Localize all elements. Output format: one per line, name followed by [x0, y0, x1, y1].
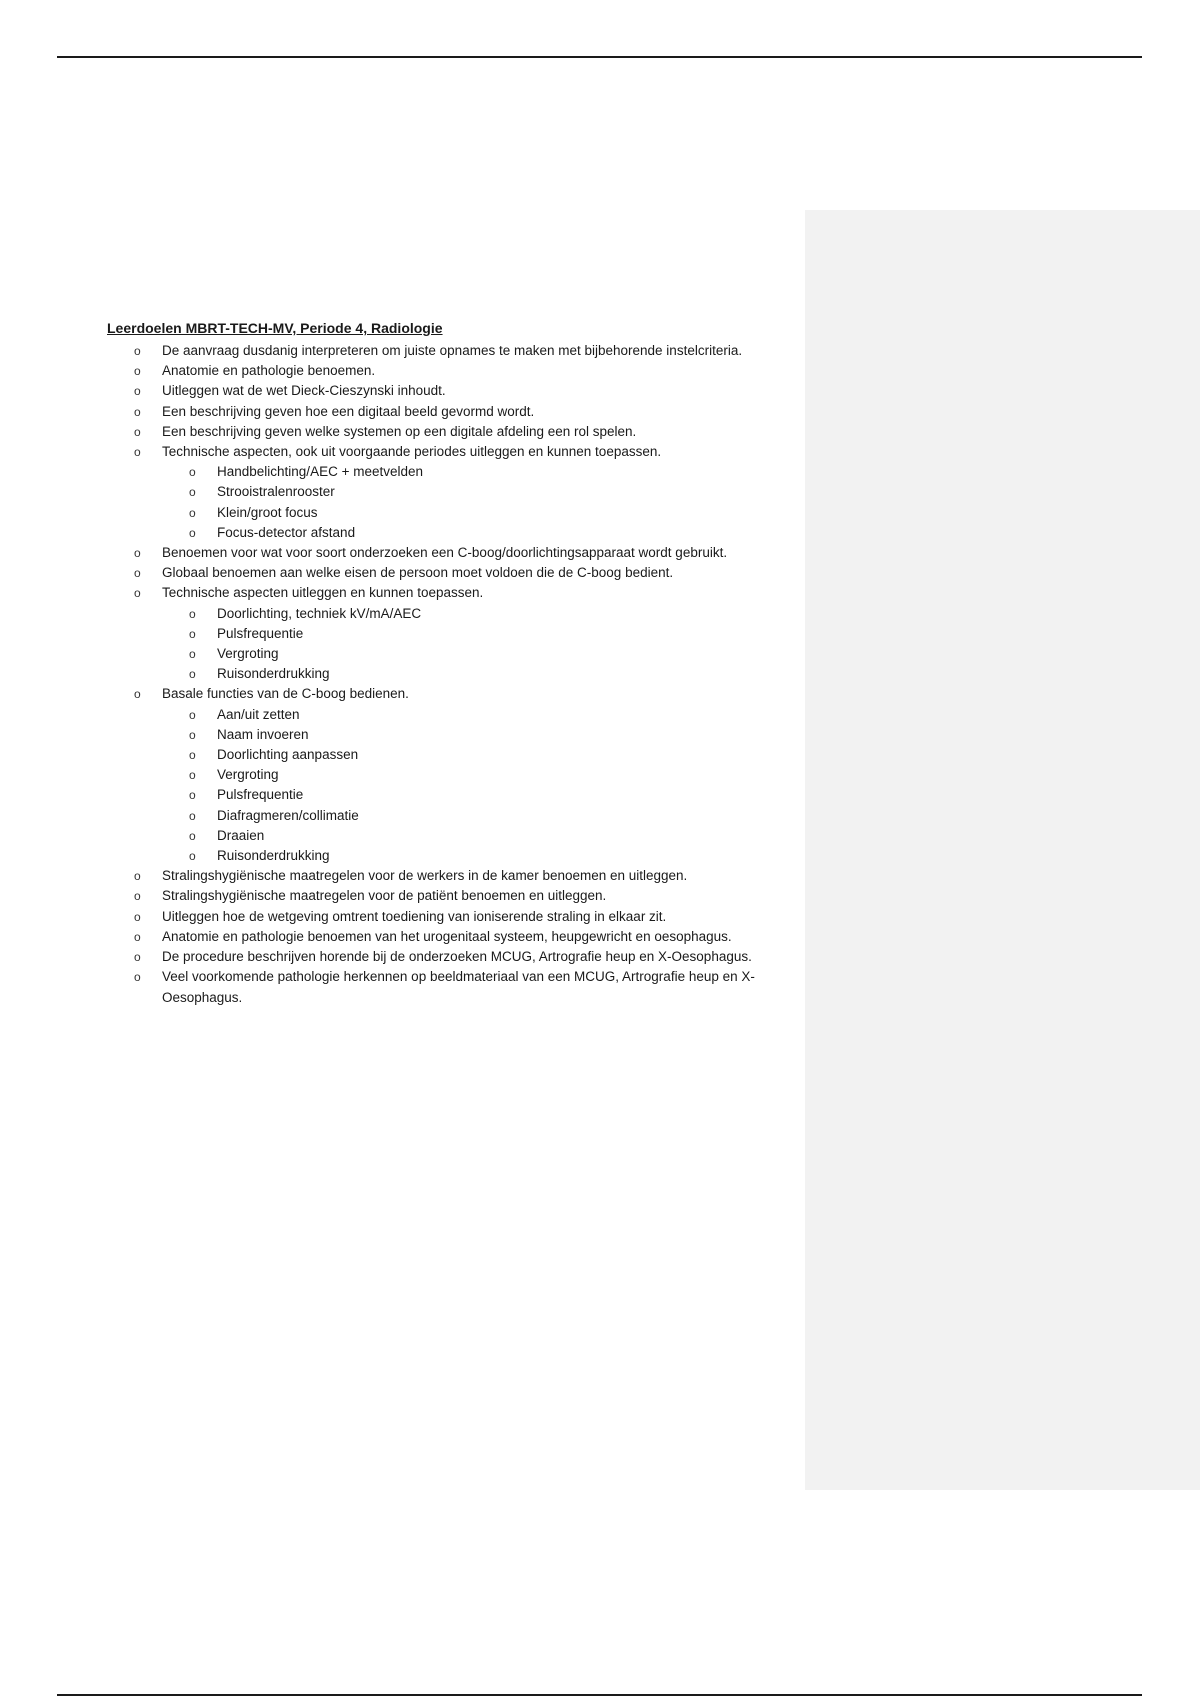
- goal-text: De procedure beschrijven horende bij de onderzoeken MCUG, Artrografie heup en X-Oesophagus.: [162, 949, 752, 965]
- goal-text: Stralingshygiënische maatregelen voor de patiënt benoemen en uitleggen.: [162, 888, 607, 904]
- sub-goal-text: Aan/uit zetten: [217, 706, 300, 722]
- sub-goal-item: [162, 604, 777, 624]
- goal-text: Technische aspecten uitleggen en kunnen toepassen.: [162, 585, 484, 601]
- sub-goal-item: [162, 503, 777, 523]
- circle-bullet-icon: o: [189, 505, 196, 520]
- sub-list-container: [107, 462, 777, 543]
- goal-item: [107, 402, 777, 422]
- sub-goal-item: [162, 846, 777, 866]
- goal-item: [107, 381, 777, 401]
- circle-bullet-icon: o: [134, 344, 141, 358]
- circle-bullet-icon: o: [189, 828, 196, 843]
- goal-text: Stralingshygiënische maatregelen voor de werkers in de kamer benoemen en uitleggen.: [162, 868, 688, 884]
- sub-goal-item: [162, 462, 777, 482]
- circle-bullet-icon: o: [189, 647, 196, 662]
- circle-bullet-icon: o: [134, 909, 141, 924]
- goal-text: Anatomie en pathologie benoemen van het urogenitaal systeem, heupgewricht en oesophagus.: [162, 928, 732, 944]
- goal-item: [107, 422, 777, 442]
- circle-bullet-icon: o: [189, 465, 196, 480]
- goal-item: [107, 341, 777, 361]
- sub-goal-text: Doorlichting aanpassen: [217, 747, 359, 763]
- sub-goal-item: [162, 705, 777, 725]
- goal-text: Technische aspecten, ook uit voorgaande periodes uitleggen en kunnen toepassen.: [162, 444, 662, 460]
- sub-goal-item: [162, 482, 777, 502]
- circle-bullet-icon: o: [134, 970, 141, 985]
- circle-bullet-icon: o: [134, 566, 141, 581]
- goal-item: [107, 927, 777, 947]
- sub-goal-text: Vergroting: [217, 767, 279, 783]
- sub-goal-item: [162, 806, 777, 826]
- circle-bullet-icon: o: [189, 849, 196, 864]
- circle-bullet-icon: o: [134, 424, 141, 439]
- goal-item: [107, 907, 777, 927]
- circle-bullet-icon: o: [189, 485, 196, 500]
- goal-item: [107, 684, 777, 704]
- goal-item: [107, 947, 777, 967]
- sub-goal-text: Doorlichting, techniek kV/mA/AEC: [217, 605, 422, 621]
- sub-goal-item: [162, 745, 777, 765]
- circle-bullet-icon: o: [134, 889, 141, 904]
- circle-bullet-icon: o: [189, 748, 196, 763]
- goal-item: [107, 442, 777, 462]
- goal-item: [107, 361, 777, 381]
- circle-bullet-icon: o: [189, 788, 196, 803]
- sub-goal-text: Vergroting: [217, 646, 279, 662]
- circle-bullet-icon: o: [189, 727, 196, 742]
- goal-text: Uitleggen wat de wet Dieck-Cieszynski inhoudt.: [162, 383, 446, 399]
- sub-goal-item: [162, 664, 777, 684]
- circle-bullet-icon: o: [189, 606, 196, 621]
- sub-goal-item: [162, 765, 777, 785]
- circle-bullet-icon: o: [189, 808, 196, 823]
- sub-goal-text: Naam invoeren: [217, 726, 309, 742]
- circle-bullet-icon: o: [134, 869, 141, 884]
- document-body: [107, 318, 777, 1008]
- sub-goal-text: Handbelichting/AEC + meetvelden: [217, 464, 424, 480]
- circle-bullet-icon: o: [134, 404, 141, 419]
- sub-goal-text: Ruisonderdrukking: [217, 666, 330, 682]
- sub-goal-text: Diafragmeren/collimatie: [217, 807, 359, 823]
- header-rule: [57, 56, 1142, 58]
- circle-bullet-icon: o: [189, 525, 196, 540]
- goal-text: Globaal benoemen aan welke eisen de persoon moet voldoen die de C-boog bedient.: [162, 565, 674, 581]
- goal-item: [107, 543, 777, 563]
- footer-rule: [57, 1694, 1142, 1696]
- sub-goal-item: [162, 785, 777, 805]
- sub-goal-text: Strooistralenrooster: [217, 484, 335, 500]
- sub-goal-item: [162, 644, 777, 664]
- sub-goals-list: [162, 604, 777, 685]
- goal-item: [107, 583, 777, 603]
- goal-text: Benoemen voor wat voor soort onderzoeken een C-boog/doorlichtingsapparaat wordt gebruikt.: [162, 545, 728, 561]
- sub-goals-list: [162, 462, 777, 543]
- sub-list-container: [107, 604, 777, 685]
- goal-item: [107, 967, 777, 1007]
- goal-item: [107, 866, 777, 886]
- circle-bullet-icon: o: [134, 384, 141, 399]
- goal-text: Basale functies van de C-boog bedienen.: [162, 686, 409, 702]
- sub-goal-item: [162, 523, 777, 543]
- goal-text: Een beschrijving geven hoe een digitaal beeld gevormd wordt.: [162, 403, 535, 419]
- goal-text: Uitleggen hoe de wetgeving omtrent toediening van ioniserende straling in elkaar zit.: [162, 908, 667, 924]
- goal-text: Veel voorkomende pathologie herkennen op beeldmateriaal van een MCUG, Artrografie heup en X-Oesophagus.: [162, 969, 755, 1005]
- circle-bullet-icon: o: [189, 626, 196, 641]
- sub-goal-text: Focus-detector afstand: [217, 524, 356, 540]
- sub-goal-item: [162, 725, 777, 745]
- sub-goal-text: Pulsfrequentie: [217, 787, 304, 803]
- circle-bullet-icon: o: [134, 687, 141, 702]
- circle-bullet-icon: o: [134, 364, 141, 379]
- goal-text: De aanvraag dusdanig interpreteren om juiste opnames te maken met bijbehorende instelcriteria.: [162, 343, 743, 358]
- circle-bullet-icon: o: [189, 768, 196, 783]
- document-title: Leerdoelen MBRT-TECH-MV, Periode 4, Radiologie: [107, 320, 443, 336]
- circle-bullet-icon: o: [134, 445, 141, 460]
- circle-bullet-icon: o: [189, 707, 196, 722]
- comment-pane: [805, 210, 1200, 1490]
- circle-bullet-icon: o: [134, 929, 141, 944]
- sub-goal-text: Ruisonderdrukking: [217, 848, 330, 864]
- circle-bullet-icon: o: [134, 950, 141, 965]
- learning-goals-list: [107, 341, 777, 1008]
- sub-goal-text: Pulsfrequentie: [217, 625, 304, 641]
- sub-goal-text: Klein/groot focus: [217, 504, 318, 520]
- circle-bullet-icon: o: [134, 546, 141, 561]
- sub-goal-item: [162, 624, 777, 644]
- circle-bullet-icon: o: [134, 586, 141, 601]
- circle-bullet-icon: o: [189, 667, 196, 682]
- sub-goals-list: [162, 705, 777, 867]
- goal-text: Anatomie en pathologie benoemen.: [162, 363, 376, 379]
- goal-text: Een beschrijving geven welke systemen op een digitale afdeling een rol spelen.: [162, 423, 637, 439]
- goal-item: [107, 886, 777, 906]
- sub-goal-text: Draaien: [217, 827, 265, 843]
- sub-list-container: [107, 705, 777, 867]
- goal-item: [107, 563, 777, 583]
- sub-goal-item: [162, 826, 777, 846]
